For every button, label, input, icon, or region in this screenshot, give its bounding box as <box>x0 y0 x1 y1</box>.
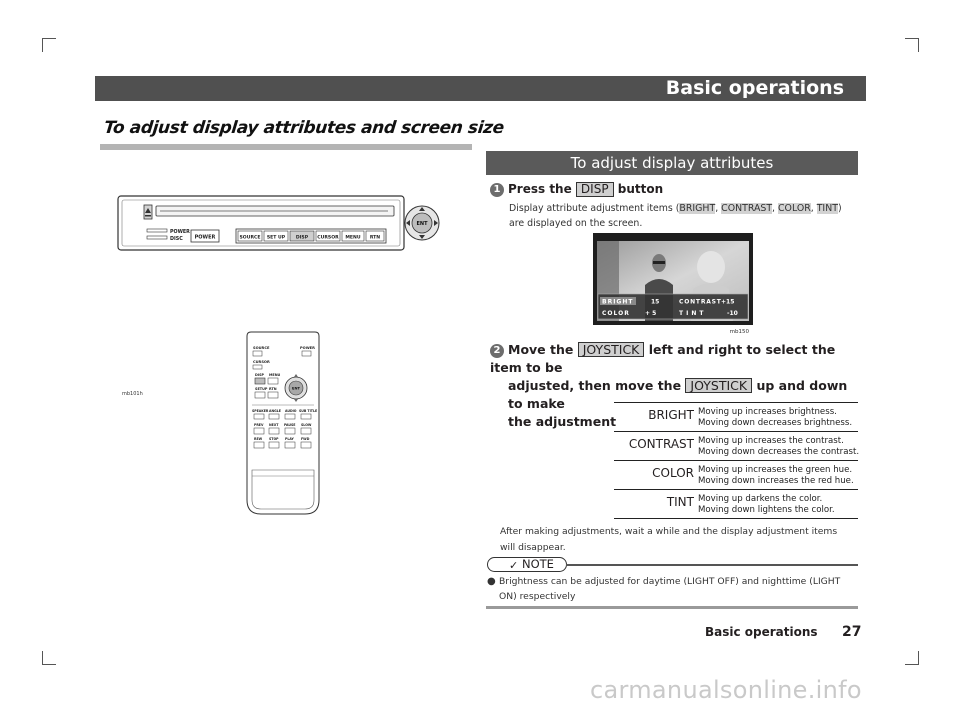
hu-menu-label: MENU <box>345 235 361 241</box>
attribute-description <box>698 494 835 516</box>
step2-text-1: Move the <box>508 342 574 357</box>
step2-text-5: the adjustment <box>508 414 617 429</box>
remote-setup-label: SETUP <box>255 387 268 391</box>
footer-section-title: Basic operations <box>705 625 818 639</box>
remote-ent-label: ENT <box>292 386 300 391</box>
crop-mark-bottom-left-v <box>42 651 43 665</box>
attribute-line-2: Moving down decreases brightness. <box>698 418 853 428</box>
crop-mark-top-right-v <box>918 38 919 52</box>
remote-source-label: SOURCE <box>253 346 270 350</box>
remote-subtitle-label: SUB TITLE <box>299 409 318 413</box>
step1-prefix: Press the <box>508 182 572 196</box>
highlight-color: COLOR <box>778 203 811 214</box>
attribute-name: TINT <box>666 495 694 509</box>
step2-number: 2 <box>490 344 504 358</box>
osd-tint-label: TINT <box>679 310 707 317</box>
hu-cursor-label: CURSOR <box>317 235 339 241</box>
hu-power-label: POWER <box>194 234 216 241</box>
hu-ent-label: ENT <box>416 221 428 227</box>
osd-color-label: COLOR <box>602 310 630 317</box>
remote-prev-label: PREV <box>254 423 264 427</box>
step1-desc-sep3: , <box>810 203 817 214</box>
note-text: Brightness can be adjusted for daytime (LIGHT OFF) and nighttime (LIGHT ON) respectively <box>499 576 841 602</box>
remote-speaker-label: SPEAKER <box>252 409 269 413</box>
attribute-line-2: Moving down lightens the color. <box>698 505 835 515</box>
attribute-description <box>698 436 859 458</box>
osd-tint-value: -10 <box>727 310 738 317</box>
remote-stop-label: STOP <box>269 437 279 441</box>
attribute-line-2: Moving down increases the red hue. <box>698 476 854 486</box>
page-title: To adjust display attributes and screen size <box>102 118 505 138</box>
osd-contrast-label: CONTRAST <box>679 298 722 306</box>
crop-mark-top-right-h <box>905 38 919 39</box>
attribute-name: COLOR <box>652 466 694 480</box>
crop-mark-top-left-h <box>42 38 56 39</box>
screen-figure-code: mb150 <box>729 329 749 335</box>
head-unit-illustration <box>116 192 446 254</box>
step1-desc-sep1: , <box>715 203 722 214</box>
header-bar <box>95 76 866 101</box>
attribute-name: CONTRAST <box>628 437 694 451</box>
step1-number: 1 <box>490 183 504 197</box>
title-rule <box>100 144 472 150</box>
crop-mark-bottom-right-h <box>905 664 919 665</box>
osd-contrast-value: +15 <box>721 298 735 306</box>
remote-slow-label: SLOW <box>301 423 312 427</box>
remote-illustration <box>243 330 323 516</box>
remote-power-label: POWER <box>300 346 315 350</box>
osd-color-value: + 5 <box>645 310 657 317</box>
osd-bright-label: BRIGHT <box>602 298 634 306</box>
step1-suffix: button <box>617 182 664 196</box>
hu-source-label: SOURCE <box>239 235 261 241</box>
note-item <box>487 574 857 604</box>
joystick-key-label-1: JOYSTICK <box>578 342 645 357</box>
highlight-bright: BRIGHT <box>679 203 716 214</box>
disc-led-label: DISC <box>170 237 183 242</box>
remote-fwd-label: FWD <box>301 437 310 441</box>
note-badge <box>487 557 567 572</box>
remote-pause-label: PAUSE <box>284 423 296 427</box>
watermark: carmanualsonline.info <box>590 676 862 704</box>
attribute-row-contrast <box>614 431 858 460</box>
power-led-label: POWER <box>170 230 190 235</box>
remote-figure-code: mb101h <box>122 391 143 397</box>
step2-text-3: adjusted, then move the <box>508 378 682 393</box>
attribute-name: BRIGHT <box>648 408 694 422</box>
remote-angle-label: ANGLE <box>269 409 281 413</box>
attribute-table-bottom-rule <box>614 518 858 519</box>
remote-menu-label: MENU <box>269 373 281 377</box>
attribute-line-1: Moving up increases the green hue. <box>698 465 853 475</box>
attribute-line-1: Moving up increases the contrast. <box>698 436 844 446</box>
crop-mark-bottom-left-h <box>42 664 56 665</box>
step2-text-4: up and down to make <box>508 378 848 411</box>
remote-audio-label: AUDIO <box>285 409 297 413</box>
attribute-line-1: Moving up darkens the color. <box>698 494 823 504</box>
joystick-key-label-2: JOYSTICK <box>685 378 752 393</box>
step1-desc-a: Display attribute adjustment items ( <box>509 203 680 214</box>
attribute-row-tint <box>614 489 858 518</box>
step1-desc-b: ) are displayed on the screen. <box>509 203 842 229</box>
note-rule <box>566 564 858 566</box>
disp-key-label: DISP <box>576 182 614 197</box>
crop-mark-top-left-v <box>42 38 43 52</box>
step1-desc-sep2: , <box>772 203 779 214</box>
highlight-tint: TINT <box>816 203 838 214</box>
attribute-row-bright <box>614 402 858 431</box>
page-number: 27 <box>842 624 862 640</box>
hu-setup-label: SET UP <box>266 235 286 241</box>
remote-play-label: PLAY <box>285 437 294 441</box>
check-icon: ✓ <box>509 559 519 572</box>
remote-cursor-label: CURSOR <box>253 360 270 364</box>
attribute-line-1: Moving up increases brightness. <box>698 407 837 417</box>
attribute-line-2: Moving down decreases the contrast. <box>698 447 860 457</box>
step1-description <box>509 201 854 231</box>
bullet-icon: ● <box>487 576 496 587</box>
remote-next-label: NEXT <box>269 423 279 427</box>
osd-bright-value: 15 <box>651 298 660 306</box>
step1-heading <box>490 182 663 197</box>
screen-illustration <box>593 233 753 337</box>
hu-disp-label: DISP <box>295 235 309 241</box>
remote-rew-label: REW <box>254 437 263 441</box>
header-title: Basic operations <box>665 77 844 99</box>
remote-disp-label: DISP <box>255 373 265 377</box>
attribute-description <box>698 465 854 487</box>
highlight-contrast: CONTRAST <box>721 203 773 214</box>
crop-mark-bottom-right-v <box>918 651 919 665</box>
section-title-bar: To adjust display attributes <box>486 151 858 175</box>
section-bottom-rule <box>486 606 858 609</box>
hu-rtn-label: RTN <box>369 235 381 241</box>
after-adjustment-text: After making adjustments, wait a while and the display adjustment items will disappear. <box>500 526 838 553</box>
note-label: NOTE <box>522 557 554 571</box>
remote-rtn-label: RTN <box>269 387 277 391</box>
attribute-description <box>698 407 852 429</box>
attribute-row-color <box>614 460 858 489</box>
step2-text-2: left and right to select the item to be <box>490 342 836 375</box>
